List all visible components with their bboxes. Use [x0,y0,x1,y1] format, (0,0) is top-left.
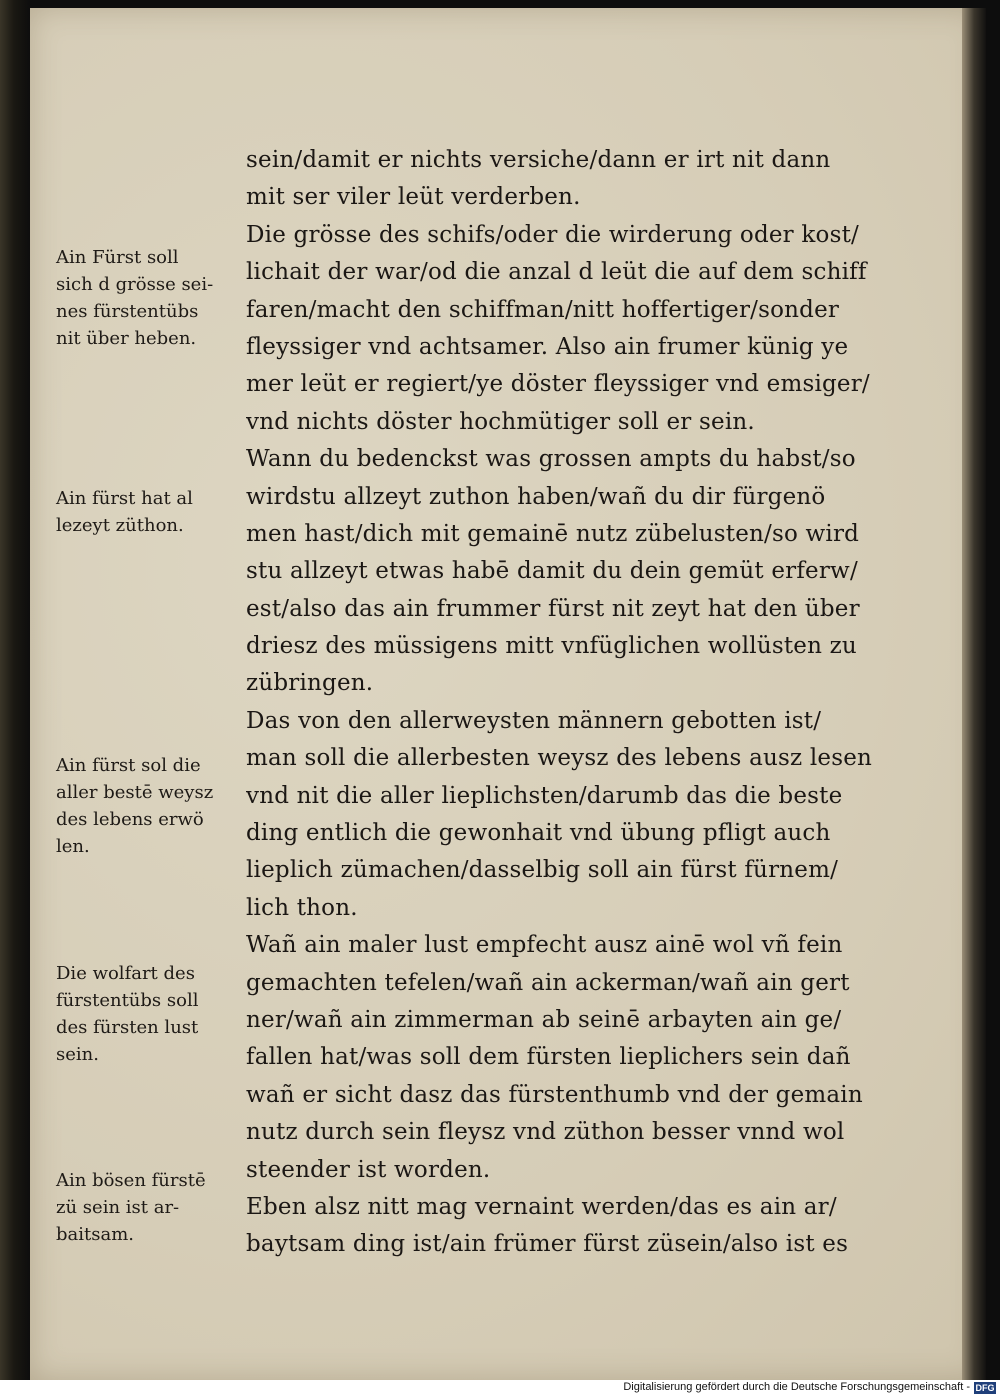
text-line: Eben alsz nitt mag vernaint werden/das es ain ar/ [246,1193,837,1220]
gloss-line: sich d grösse sei- [56,274,214,295]
text-line: ding entlich die gewonhait vnd übung pfligt auch [246,820,831,847]
gloss-line: sein. [56,1044,99,1065]
margin-gloss-5 [56,1167,242,1248]
gloss-line: aller bestē weysz [56,782,214,803]
text-line: vnd nit die aller lieplichsten/darumb das die beste [246,782,843,809]
text-line: mit ser viler leüt verderben. [246,184,581,211]
gloss-line: lezeyt züthon. [56,515,184,536]
gloss-line: Ain fürst hat al [56,488,193,509]
margin-gloss-1 [56,244,242,352]
text-line: man soll die allerbesten weysz des lebens ausz lesen [246,745,873,772]
text-line: ner/wañ ain zimmerman ab seinē arbayten ain ge/ [246,1006,842,1033]
main-text-block [246,142,936,1264]
text-line: Die grösse des schifs/oder die wirderung oder kost/ [246,221,859,248]
gloss-line: Ain fürst sol die [56,755,201,776]
margin-gloss-4 [56,960,242,1068]
gloss-line: zü sein ist ar- [56,1197,180,1218]
gloss-line: Ain Fürst soll [56,247,179,268]
gloss-line: nes fürstentübs [56,301,199,322]
text-line: sein/damit er nichts versiche/dann er irt nit dann [246,147,831,173]
text-line: driesz des müssigens mitt vnfüglichen wollüsten zu [246,633,857,660]
gloss-line: Die wolfart des [56,963,195,984]
text-line: lich thon. [246,894,358,921]
text-line: steender ist worden. [246,1156,491,1183]
text-line: gemachten tefelen/wañ ain ackerman/wañ ain gert [246,969,850,996]
margin-gloss-2 [56,485,242,539]
text-line: mer leüt er regiert/ye döster fleyssiger vnd emsiger/ [246,371,870,398]
text-line: Das von den allerweysten männern gebotten ist/ [246,707,822,734]
page-edge [962,8,986,1380]
text-line: vnd nichts döster hochmütiger soll er sein. [246,408,755,435]
gloss-line: des fürsten lust [56,1017,199,1038]
gloss-line: baitsam. [56,1224,135,1245]
text-line: lichait der war/od die anzal d leüt die auf dem schiff [246,259,867,286]
text-line: fallen hat/was soll dem fürsten lieplichers sein dañ [246,1044,851,1071]
text-line: wirdstu allzeyt zuthon haben/wañ du dir fürgenö [246,483,826,510]
text-line: wañ er sicht dasz das fürstenthumb vnd der gemain [246,1081,863,1108]
text-line: Wann du bedenckst was grossen ampts du habst/so [246,446,856,473]
text-line: men hast/dich mit gemainē nutz zübelusten/so wird [246,520,860,547]
margin-gloss-3 [56,752,242,860]
funding-credit: Digitalisierung gefördert durch die Deutsche Forschungsgemeinschaft - [623,1381,970,1393]
dfg-logo: DFG [975,1383,995,1393]
text-line: nutz durch sein fleysz vnd züthon besser vnnd wol [246,1119,845,1146]
text-line: faren/macht den schiffman/nitt hoffertiger/sonder [246,296,840,323]
gloss-line: Ain bösen fürstē [56,1170,206,1191]
text-line: lieplich zümachen/dasselbig soll ain fürst fürnem/ [246,857,839,884]
text-line: zübringen. [246,670,374,697]
text-line: baytsam ding ist/ain frümer fürst züsein/also ist es [246,1231,849,1258]
text-line: stu allzeyt etwas habē damit du dein gemüt erferw/ [246,558,858,585]
text-line: fleyssiger vnd achtsamer. Also ain frumer künig ye [246,333,849,360]
gloss-line: des lebens erwö [56,809,204,830]
digitization-footer [0,1380,1000,1397]
gloss-line: nit über heben. [56,328,197,349]
text-line: est/also das ain frummer fürst nit zeyt hat den über [246,595,860,622]
gloss-line: fürstentübs soll [56,990,199,1011]
text-line: Wañ ain maler lust empfecht ausz ainē wol vñ fein [246,932,843,959]
gloss-line: len. [56,836,90,857]
